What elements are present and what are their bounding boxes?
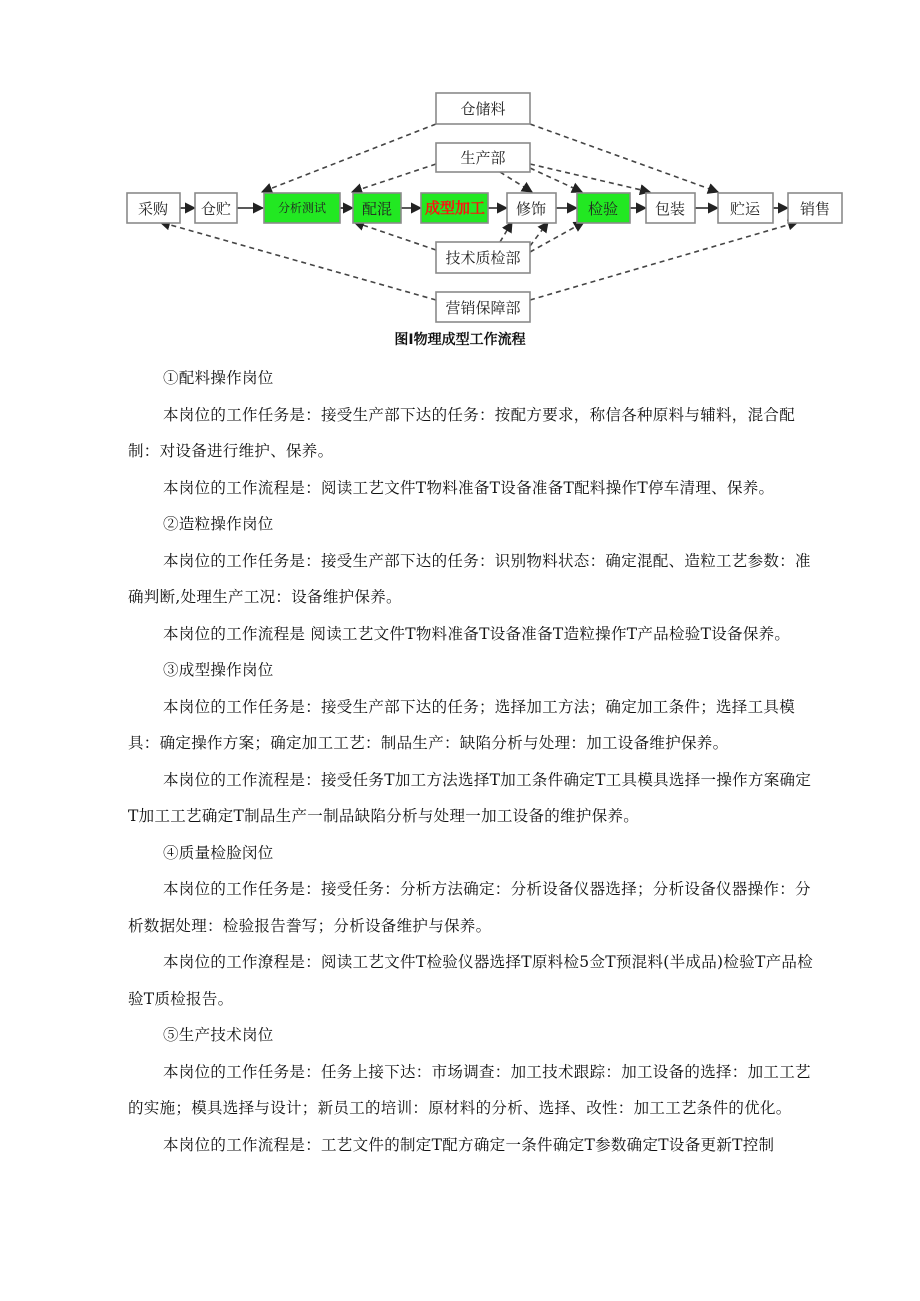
paragraph: 本岗位的工作潦程是：阅读工艺文件T检验仪器选择T原料检5佥T预混料(半成品)检验T产品检验T质检报告。	[128, 953, 814, 1008]
node-forming	[421, 193, 488, 223]
node-transport	[718, 193, 773, 223]
svg-text:配混: 配混	[361, 200, 393, 218]
svg-text:修饰: 修饰	[515, 200, 547, 218]
paragraph: 本岗位的工作任务是：接受任务：分析方法确定：分析设备仪器选择；分析设备仪器操作：分析数据处理：检验报告誊写；分析设备维护与保养。	[128, 880, 811, 935]
section-heading: ②造粒操作岗位	[163, 515, 274, 533]
section-heading: ③成型操作岗位	[163, 661, 274, 679]
svg-text:采购: 采购	[137, 200, 169, 218]
svg-text:技术质检部: 技术质检部	[445, 249, 521, 267]
svg-text:仓储料: 仓储料	[460, 100, 506, 118]
svg-text:检验: 检验	[587, 200, 619, 218]
node-packing	[646, 193, 695, 223]
node-production-dept	[436, 143, 530, 172]
section-heading: ⑤生产技术岗位	[163, 1026, 274, 1044]
figure-caption: 图I物理成型工作流程	[394, 332, 526, 348]
svg-text:分析测试: 分析测试	[277, 201, 327, 215]
svg-text:仓贮: 仓贮	[200, 200, 232, 218]
body-text	[128, 360, 818, 1163]
paragraph: 本岗位的工作任务是：接受生产部下达的任务；选择加工方法；确定加工条件；选择工具模具：确定操作方案；确定加工工艺：制品生产：缺陷分析与处理：加工设备维护保养。	[128, 697, 796, 752]
svg-text:贮运: 贮运	[729, 200, 761, 218]
section-heading: ④质量检脸闵位	[163, 843, 274, 862]
workflow-diagram	[0, 0, 920, 330]
paragraph: 本岗位的工作流程是：阅读工艺文件T物料准备T设备准备T配料操作T停车清理、保养。	[163, 478, 775, 497]
svg-text:成型加工: 成型加工	[424, 199, 486, 217]
node-inspection	[577, 193, 630, 223]
node-mixing	[353, 193, 401, 223]
svg-text:销售: 销售	[799, 200, 831, 218]
node-tech-quality-dept	[436, 242, 530, 273]
section-heading: ①配料操作岗位	[163, 369, 274, 387]
node-warehouse-material	[436, 93, 530, 124]
svg-text:营销保障部: 营销保障部	[445, 299, 521, 317]
paragraph: 本岗位的工作流程是：工艺文件的制定T配方确定一条件确定T参数确定T设备更新T控制	[163, 1135, 775, 1154]
svg-text:生产部: 生产部	[460, 149, 506, 167]
node-sales	[788, 193, 842, 223]
paragraph: 本岗位的工作流程是 阅读工艺文件T物料准备T设备准备T造粒操作T产品检验T设备保养。	[163, 624, 791, 643]
node-analysis-test	[264, 193, 340, 223]
node-purchase	[127, 193, 180, 223]
paragraph: 本岗位的工作任务是：接受生产部下达的任务：按配方要求，称信各种原料与辅料，混合配制：对设备进行维护、保养。	[128, 405, 796, 460]
paragraph: 本岗位的工作流程是：接受任务T加工方法选择T加工条件确定T工具模具选择一操作方案确定T加工工艺确定T制品生产一制品缺陷分析与处理一加工设备的维护保养。	[128, 770, 812, 825]
paragraph: 本岗位的工作任务是：任务上接下达：市场调查：加工技术跟踪：加工设备的选择：加工工艺的实施；模具选择与设计；新员工的培训：原材料的分析、选择、改性：加工工艺条件的优化。	[128, 1062, 811, 1117]
node-trimming	[507, 193, 556, 223]
svg-text:包装: 包装	[654, 200, 686, 218]
node-storage	[195, 193, 237, 223]
node-marketing-dept	[436, 292, 530, 322]
paragraph: 本岗位的工作任务是：接受生产部下达的任务：识别物料状态：确定混配、造粒工艺参数：准确判断,处理生产工况：设备维护保养。	[128, 551, 811, 606]
